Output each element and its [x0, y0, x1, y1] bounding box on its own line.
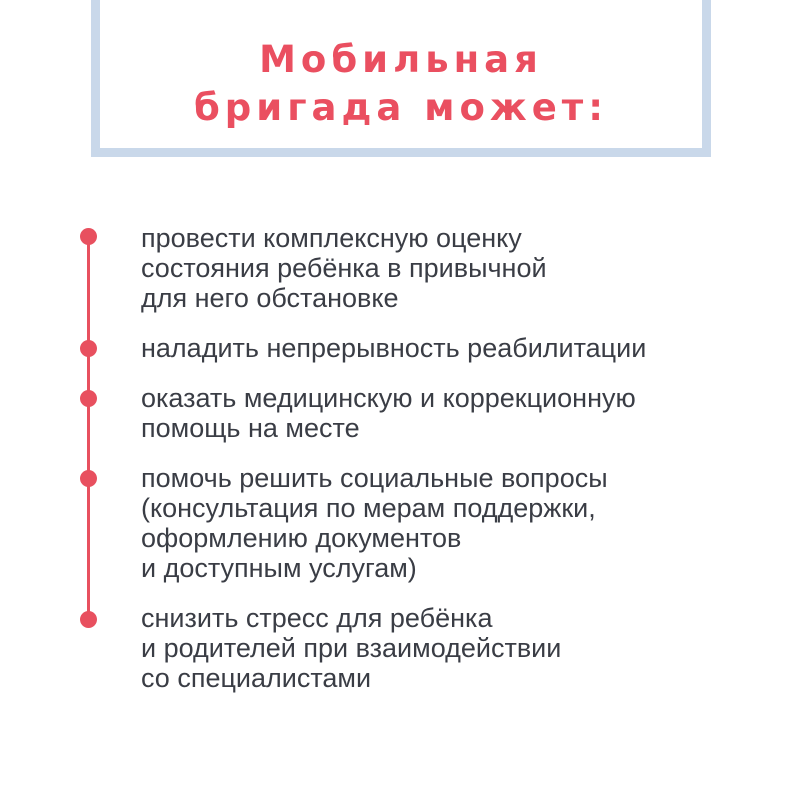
bullet-dot-2 [80, 340, 97, 357]
bullet-dot-5 [80, 611, 97, 628]
bullet-dot-1 [80, 228, 97, 245]
page-title [91, 36, 711, 132]
title-line-2: бригада может: [193, 86, 609, 129]
list-item-2-line-1: наладить непрерывность реабилитации [141, 333, 647, 363]
list-item-4 [141, 463, 761, 583]
title-line-1: Мобильная [259, 38, 543, 81]
list-item-4-line-1: помочь решить социальные вопросы [141, 463, 608, 493]
list-item-4-line-3: оформлению документов [141, 523, 462, 553]
list-item-4-line-2: (консультация по мерам поддержки, [141, 493, 596, 523]
bullet-dot-4 [80, 470, 97, 487]
list-item-3-line-1: оказать медицинскую и коррекционную [141, 383, 636, 413]
timeline-line [87, 236, 90, 620]
list-item-1-line-1: провести комплексную оценку [141, 223, 522, 253]
list-item-3 [141, 383, 761, 443]
list-item-4-line-4: и доступным услугам) [141, 553, 417, 583]
list-item-5-line-2: и родителей при взаимодействии [141, 633, 562, 663]
bullet-dot-3 [80, 390, 97, 407]
list-item-5 [141, 603, 761, 693]
list-item-2 [141, 333, 761, 363]
list-item-1-line-3: для него обстановке [141, 283, 399, 313]
list-item-3-line-2: помощь на месте [141, 413, 360, 443]
list-item-1 [141, 223, 761, 313]
list-item-5-line-3: со специалистами [141, 663, 372, 693]
list-item-1-line-2: состояния ребёнка в привычной [141, 253, 547, 283]
list-item-5-line-1: снизить стресс для ребёнка [141, 603, 493, 633]
